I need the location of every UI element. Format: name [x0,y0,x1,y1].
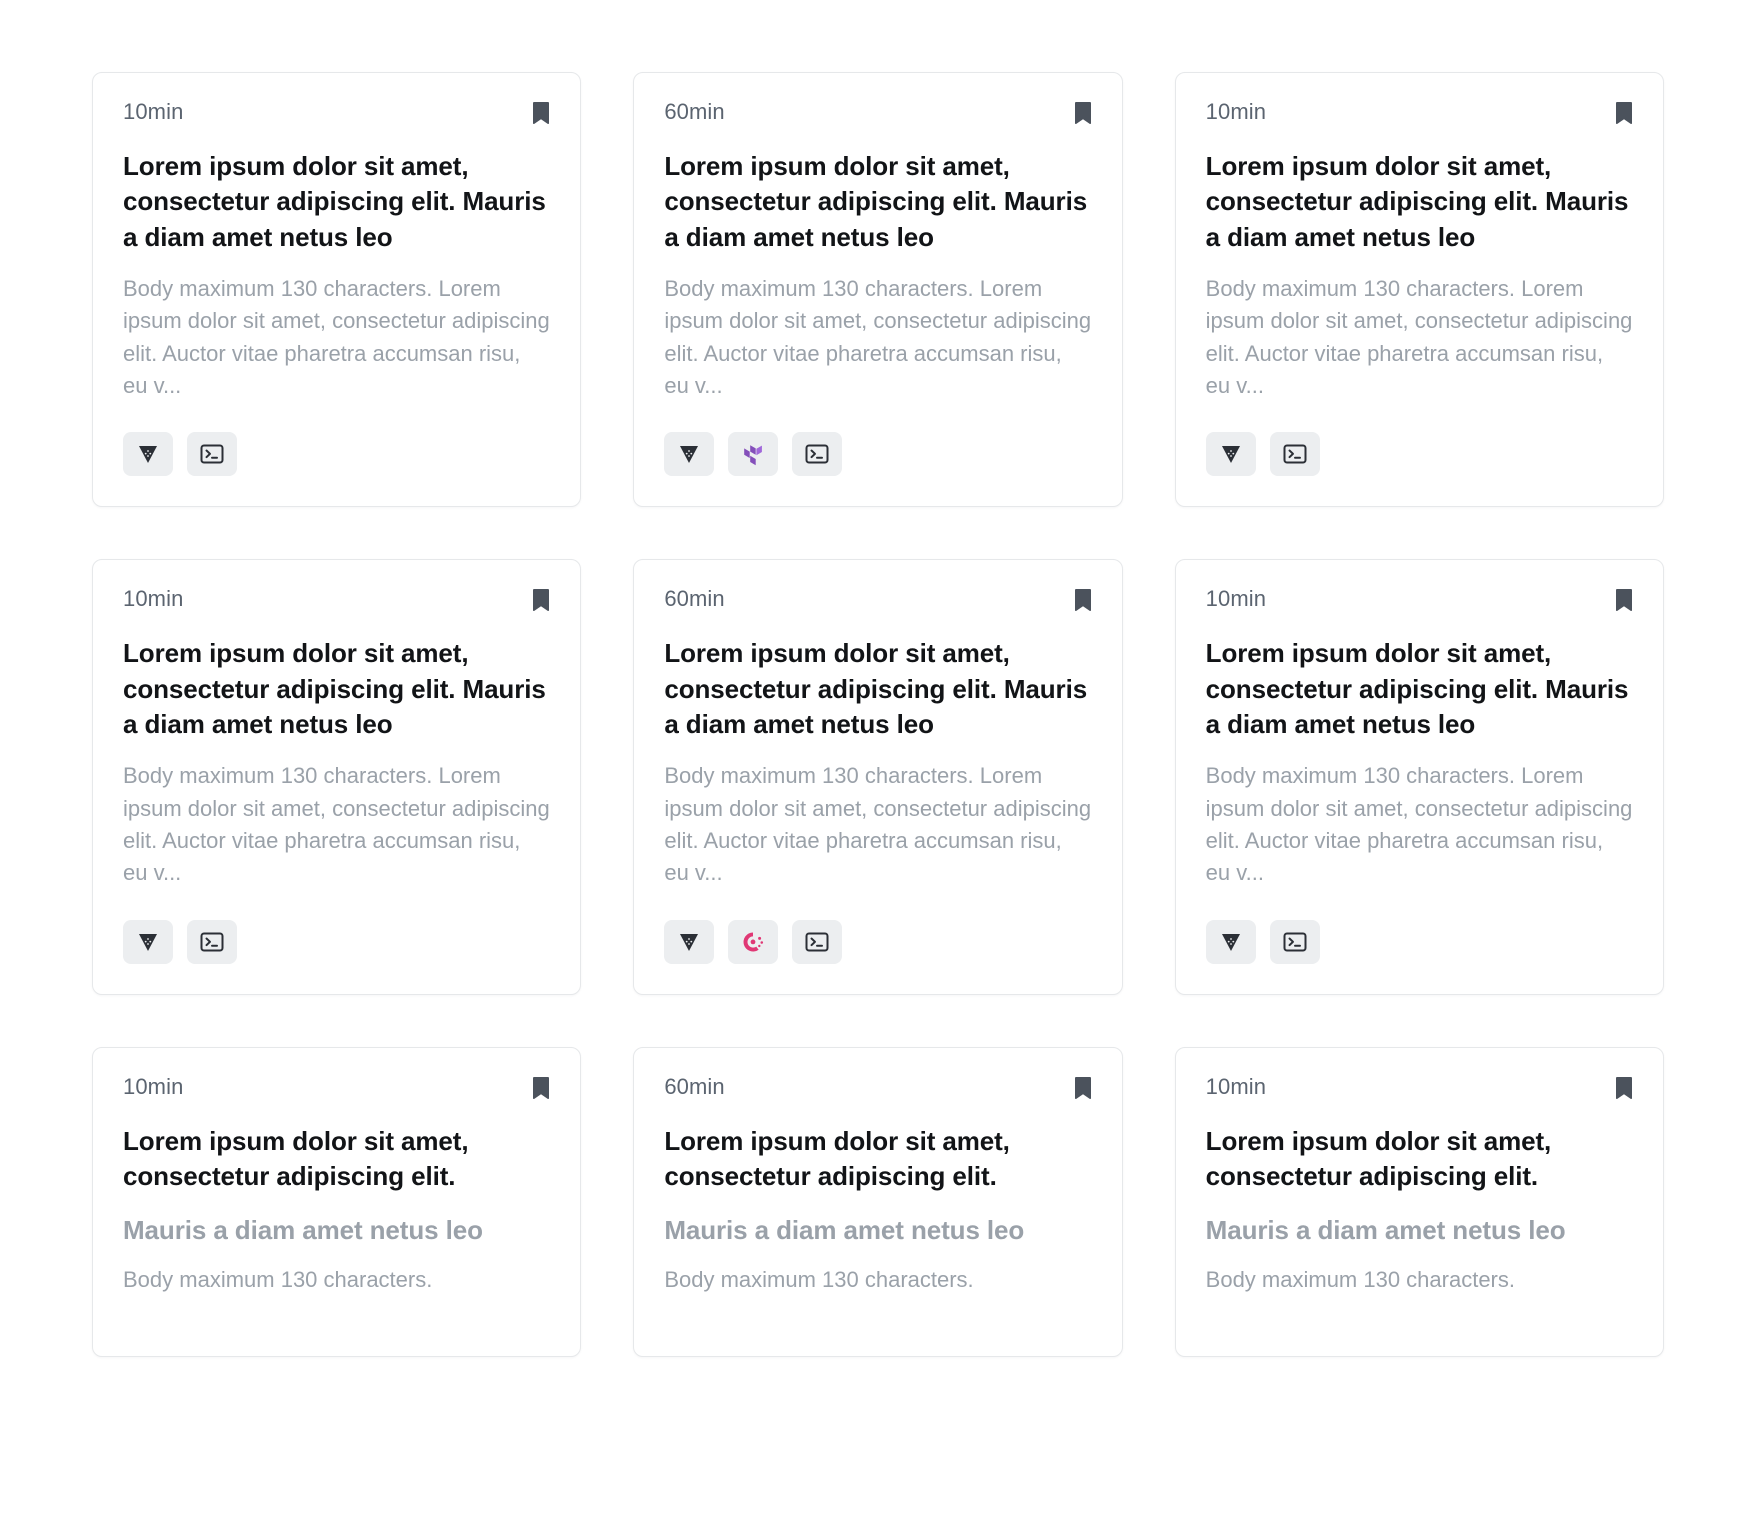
card-header [123,588,550,612]
vault-icon[interactable] [664,432,714,476]
card-header [1205,1073,1633,1100]
vault-icon[interactable] [1206,432,1256,476]
duration-label: 10min [123,1073,184,1099]
card-body: Body maximum 130 characters. Lorem ipsum dolor sit amet, consectetur adipiscing elit. Auctor vitae pharetra accumsan risu, eu v... [1205,763,1633,886]
card-header [664,101,1091,125]
card-header [1206,101,1633,125]
card-title: Lorem ipsum dolor sit amet, consectetur adipiscing elit. Mauris a diam amet netus leo [1205,638,1629,740]
tutorial-card[interactable] [92,1047,581,1357]
bookmark-icon[interactable] [1074,1076,1092,1100]
duration-label: 60min [664,586,725,612]
card-title: Lorem ipsum dolor sit amet, consectetur adipiscing elit. [1205,1125,1552,1192]
vault-icon[interactable] [664,920,714,964]
card-body: Body maximum 130 characters. Lorem ipsum dolor sit amet, consectetur adipiscing elit. Auctor vitae pharetra accumsan risu, eu v... [123,276,550,399]
card-tags [123,432,550,476]
tutorial-card[interactable] [1175,72,1664,507]
terminal-icon[interactable] [187,920,237,964]
card-tags [123,920,550,964]
card-body: Body maximum 130 characters. [664,1266,974,1292]
vault-icon[interactable] [123,432,173,476]
card-body: Body maximum 130 characters. Lorem ipsum dolor sit amet, consectetur adipiscing elit. Auctor vitae pharetra accumsan risu, eu v... [664,276,1092,399]
terminal-icon[interactable] [1270,432,1320,476]
tutorial-card[interactable] [633,1047,1122,1357]
bookmark-icon[interactable] [1615,588,1633,612]
card-title: Lorem ipsum dolor sit amet, consectetur adipiscing elit. Mauris a diam amet netus leo [123,151,546,252]
card-tags [664,920,1091,964]
tutorial-card[interactable] [633,72,1122,507]
card-header [123,1073,550,1100]
card-subtitle: Mauris a diam amet netus leo [664,1214,1025,1245]
tutorial-card[interactable] [1175,1047,1664,1357]
card-body: Body maximum 130 characters. [123,1266,433,1292]
card-body: Body maximum 130 characters. Lorem ipsum dolor sit amet, consectetur adipiscing elit. Auctor vitae pharetra accumsan risu, eu v... [664,763,1092,886]
vault-icon[interactable] [123,920,173,964]
duration-label: 10min [1205,99,1267,124]
card-title: Lorem ipsum dolor sit amet, consectetur adipiscing elit. Mauris a diam amet netus leo [664,151,1088,252]
bookmark-icon[interactable] [1615,101,1633,125]
card-title: Lorem ipsum dolor sit amet, consectetur adipiscing elit. Mauris a diam amet netus leo [664,638,1088,740]
card-subtitle: Mauris a diam amet netus leo [123,1214,483,1245]
consul-icon[interactable] [728,920,778,964]
card-header [664,1073,1091,1100]
terminal-icon[interactable] [187,432,237,476]
bookmark-icon[interactable] [1615,1076,1633,1100]
duration-label: 60min [664,1073,725,1099]
card-body: Body maximum 130 characters. [1205,1266,1515,1292]
vault-icon[interactable] [1206,920,1256,964]
terminal-icon[interactable] [1270,920,1320,964]
tutorial-card[interactable] [633,559,1122,994]
card-header [123,101,550,125]
card-tags [1206,432,1633,476]
terraform-icon[interactable] [728,432,778,476]
bookmark-icon[interactable] [1074,588,1092,612]
terminal-icon[interactable] [792,432,842,476]
terminal-icon[interactable] [792,920,842,964]
duration-label: 10min [1205,1073,1267,1099]
duration-label: 10min [1205,586,1267,612]
tutorial-card[interactable] [92,72,581,507]
bookmark-icon[interactable] [1074,101,1092,125]
bookmark-icon[interactable] [532,101,550,125]
bookmark-icon[interactable] [532,1076,550,1100]
card-title: Lorem ipsum dolor sit amet, consectetur adipiscing elit. [123,1125,469,1192]
card-body: Body maximum 130 characters. Lorem ipsum dolor sit amet, consectetur adipiscing elit. Auctor vitae pharetra accumsan risu, eu v... [1205,276,1633,399]
card-header [664,588,1091,612]
duration-label: 60min [664,99,725,124]
tutorial-card[interactable] [92,559,581,994]
card-title: Lorem ipsum dolor sit amet, consectetur adipiscing elit. [664,1125,1010,1192]
card-title: Lorem ipsum dolor sit amet, consectetur adipiscing elit. Mauris a diam amet netus leo [123,638,546,740]
card-subtitle: Mauris a diam amet netus leo [1205,1214,1566,1245]
card-title: Lorem ipsum dolor sit amet, consectetur adipiscing elit. Mauris a diam amet netus leo [1205,151,1629,252]
tutorial-card[interactable] [1175,559,1664,994]
card-header [1206,588,1633,612]
duration-label: 10min [123,99,184,124]
card-tags [664,432,1091,476]
duration-label: 10min [123,586,184,612]
card-tags [1206,920,1633,964]
bookmark-icon[interactable] [532,588,550,612]
card-body: Body maximum 130 characters. Lorem ipsum dolor sit amet, consectetur adipiscing elit. Auctor vitae pharetra accumsan risu, eu v... [123,763,550,886]
